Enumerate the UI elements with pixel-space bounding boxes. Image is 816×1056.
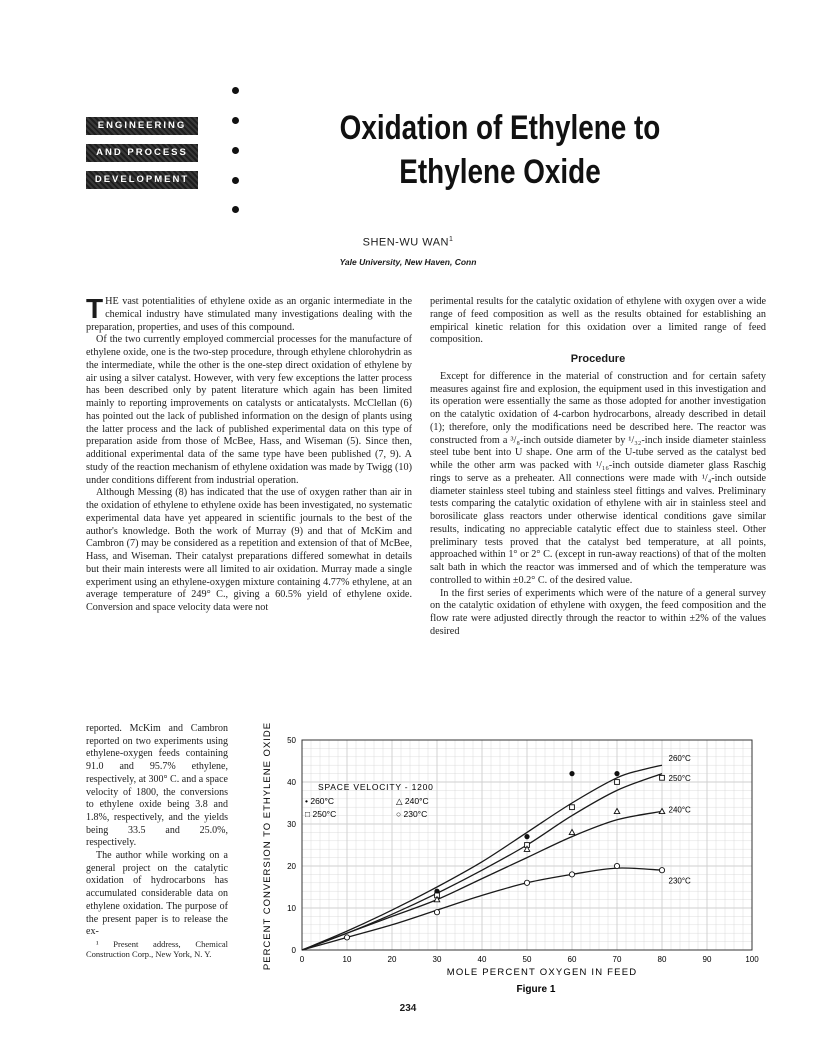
paragraph: In the first series of experiments which were of the nature of a general survey on the catalytic oxidation of ethylene with oxygen, the feed composition and the flow rate were adjusted directly through the reactor to within ±2% of the values desired — [430, 587, 766, 637]
y-tick-label: 50 — [287, 736, 296, 745]
bullet-dot-icon — [232, 147, 239, 154]
data-point — [569, 771, 574, 776]
x-tick-label: 100 — [745, 955, 759, 964]
figure-1-chart — [240, 722, 780, 1000]
x-tick-label: 20 — [387, 955, 397, 964]
section-tag: ENGINEERING — [86, 117, 198, 135]
footnote: ¹ Present address, Chemical Construction Corp., New York, N. Y. — [86, 938, 228, 959]
legend-entry: • 260°C — [305, 796, 335, 806]
y-tick-label: 10 — [287, 904, 296, 913]
paragraph: Except for difference in the material of construction and for certain safety measures against fire and explosion, the equipment used in this investigation and its operation were essentially the same as those adopted for another investigation on the catalytic oxidation of 4-carbon hydrocarbons, already described in detail (1); therefore, only the modifications need be described here. The reactor was constructed from a ³/₈-inch outside diameter by ¹/₃₂-inch inside diameter stainless steel tube bent into U shape. One arm of the U-tube served as the catalyst bed while the other arm was packed with ¹/₁₆-inch outside diameter glass Raschig rings to serve as a preheater. All connections were made with ¹/₄-inch outside diameter stainless steel tubing and stainless steel fittings and valves. Preliminary tests comparing the catalytic oxidation of ethylene with air in stainless steel and borosilicate glass reactors under otherwise identical conditions gave similar results, indicating no appreciable catalytic effect due to stainless steel. Other preliminary tests proved that the catalyst bed temperature, at all points, approached within 1° or 2° C. (except in run-away reactions) of that of the molten salt bath in which the reactor was immersed and of which the temperature was controlled to within ±0.2° C. of the desired value. — [430, 370, 766, 586]
data-point — [569, 872, 574, 877]
data-point — [344, 935, 349, 940]
article-title-line1: Oxidation of Ethylene to — [339, 109, 661, 147]
x-tick-label: 10 — [342, 955, 352, 964]
data-point — [434, 910, 439, 915]
legend-entry: □ 250°C — [305, 809, 337, 819]
data-point — [614, 771, 619, 776]
data-point — [659, 868, 664, 873]
figure-caption: Figure 1 — [516, 984, 556, 995]
paragraph: THE vast potentialities of ethylene oxide as an organic intermediate in the chemical industry have stimulated many investigations dealing with the preparation, properties, and uses of this compound. — [86, 293, 412, 333]
data-point — [659, 808, 665, 813]
y-tick-label: 30 — [287, 820, 296, 829]
y-tick-label: 20 — [287, 862, 296, 871]
curve-label: 230°C — [668, 876, 691, 886]
curve-label: 250°C — [668, 773, 691, 783]
x-tick-label: 30 — [432, 955, 442, 964]
data-point — [615, 780, 620, 785]
x-tick-label: 0 — [299, 955, 305, 964]
paragraph: Although Messing (8) has indicated that the use of oxygen rather than air in the oxidation of ethylene to ethylene oxide has been investigated, no systematic experimental data have yet appeared in scientific journals to the best of the author's knowledge. Both the work of Murray (9) and that of McKim and Cambron (7) may be considered as a repetition and extension of that of McBee, Hass, and Wiseman. Their catalyst preparations differed somewhat in details but their main interests were all limited to air oxidation. Murray made a single experiment using an ethylene-oxygen mixture containing 4.77% ethylene, at an average temperature of 249° C., giving a 60.5% yield of ethylene oxide. Conversion and space velocity data were not — [86, 487, 412, 613]
left-column — [86, 293, 412, 615]
data-point — [660, 775, 665, 780]
section-heading: Procedure — [570, 353, 626, 365]
space-velocity-annotation: SPACE VELOCITY - 1200 — [318, 782, 434, 792]
curve-label: 240°C — [668, 805, 691, 815]
data-point — [570, 805, 575, 810]
section-tag: DEVELOPMENT — [86, 171, 198, 189]
x-tick-label: 80 — [657, 955, 667, 964]
bullet-dot-icon — [232, 87, 239, 94]
left-column-narrow — [86, 723, 228, 959]
paragraph: Of the two currently employed commercial processes for the manufacture of ethylene oxide, one is the two-step procedure, through ethylene chlorohydrin as the intermediate, while the other is the one-step direct oxidation of ethylene by air using a silver catalyst. However, with very few exceptions the latter process has been described only by patent literature which again has been limited mainly to reporting improvements on catalysts or anticatalysts. McClellan (6) has pointed out the lack of published information on the design of plants using the latter process and the lack of published experimental data on this type of preparation aside from those of McBee, Hass, and Wiseman (5). Since then, additional experimental data of the same type have been published (7, 9). A study of the reaction mechanism of ethylene oxidation was made by Twigg (10) under conditions different from industrial operation. — [86, 334, 412, 486]
x-tick-label: 70 — [612, 955, 622, 964]
bullet-dot-icon — [232, 117, 239, 124]
paragraph: perimental results for the catalytic oxidation of ethylene with oxygen over a wide range of feed composition as well as the results obtained for establishing an empirical kinetic relation for this oxidation over a limited range of feed composition. — [430, 296, 766, 346]
bullet-dot-icon — [232, 206, 239, 213]
curve-label: 260°C — [668, 754, 691, 764]
x-tick-label: 60 — [567, 955, 577, 964]
paragraph: The author while working on a general project on the catalytic oxidation of hydrocarbons has accumulated considerable data on ethylene oxidation. The purpose of the present paper is to release the ex- — [86, 850, 228, 938]
y-tick-label: 40 — [287, 778, 296, 787]
data-point — [524, 880, 529, 885]
article-title-line2: Ethylene Oxide — [399, 153, 601, 191]
data-point — [524, 834, 529, 839]
y-axis-label: PERCENT CONVERSION TO ETHYLENE OXIDE — [262, 722, 273, 971]
drop-cap: T — [86, 293, 104, 324]
x-tick-label: 50 — [522, 955, 532, 964]
legend-entry: △ 240°C — [396, 796, 429, 806]
paragraph: reported. McKim and Cambron reported on two experiments using ethylene-oxygen feeds containing 91.0 and 95.7% ethylene, respectively, at 300° C. and a space velocity of 1800, the conversions to ethylene oxide being 3.8 and 1.8%, respectively, and the yields being 33.5 and 25.0%, respectively. — [86, 723, 228, 849]
author-name: SHEN-WU WAN$^1$ — [362, 236, 454, 249]
data-point — [614, 863, 619, 868]
right-column — [430, 296, 766, 639]
page-number: 234 — [399, 1003, 417, 1014]
bullet-dot-icon — [232, 177, 239, 184]
data-point — [614, 808, 620, 813]
x-tick-label: 40 — [477, 955, 487, 964]
data-point — [569, 829, 575, 834]
legend-entry: ○ 230°C — [396, 809, 428, 819]
x-axis-label: MOLE PERCENT OXYGEN IN FEED — [446, 967, 638, 978]
y-tick-label: 0 — [291, 946, 296, 955]
x-tick-label: 90 — [702, 955, 712, 964]
section-tag: AND PROCESS — [86, 144, 198, 162]
author-affiliation: Yale University, New Haven, Conn — [339, 257, 477, 267]
